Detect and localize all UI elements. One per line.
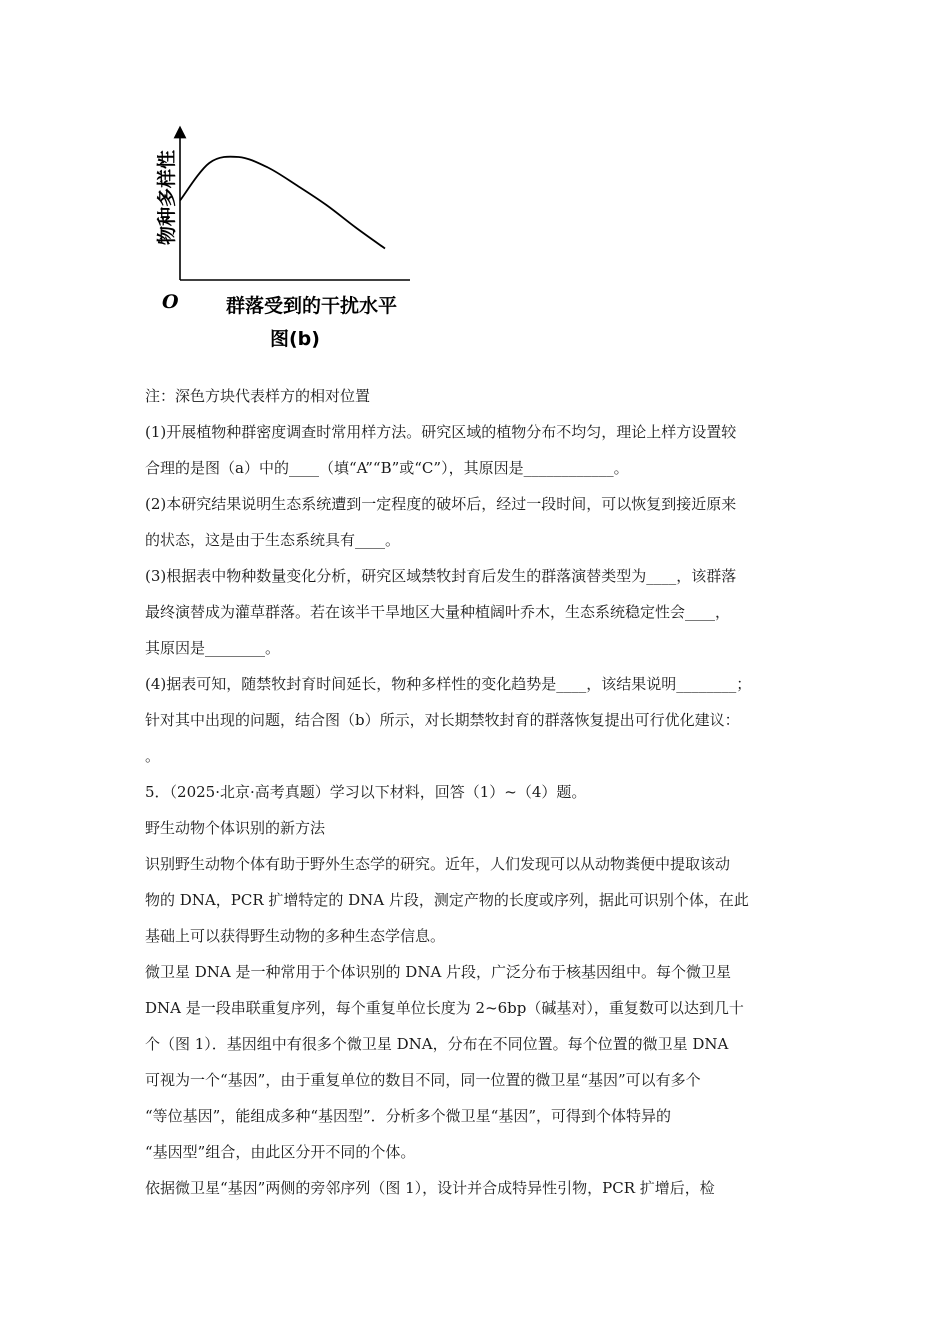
q4-line-2: 针对其中出现的问题，结合图（b）所示，对长期禁牧封育的群落恢复提出可行优化建议：: [145, 711, 740, 729]
diversity-curve: [180, 157, 385, 249]
article-p1-line-1: 识别野生动物个体有助于野外生态学的研究。近年，人们发现可以从动物粪便中提取该动: [145, 855, 731, 873]
article-p2-line-2: DNA 是一段串联重复序列，每个重复单位长度为 2~6bp（碱基对），重复数可以达到几十: [145, 999, 744, 1017]
origin-label: O: [162, 291, 179, 313]
q4-line-1: (4)据表可知，随禁牧封育时间延长，物种多样性的变化趋势是____，该结果说明________；: [145, 675, 752, 693]
article-p1-line-2: 物的 DNA，PCR 扩增特定的 DNA 片段，测定产物的长度或序列，据此可识别个体，在此: [145, 891, 749, 909]
note-line: 注：深色方块代表样方的相对位置: [145, 387, 371, 405]
article-p2-line-1: 微卫星 DNA 是一种常用于个体识别的 DNA 片段，广泛分布于核基因组中。每个微卫星: [145, 963, 732, 981]
figure-caption: 图(b): [270, 328, 320, 350]
q2-line-1: (2)本研究结果说明生态系统遭到一定程度的破坏后，经过一段时间，可以恢复到接近原来: [145, 495, 737, 513]
y-axis-label: 物种多样性: [156, 149, 178, 245]
q4-line-3: 。: [145, 747, 161, 765]
article-p2-line-4: 可视为一个“基因”，由于重复单位的数目不同，同一位置的微卫星“基因”可以有多个: [145, 1071, 701, 1089]
q3-line-2: 最终演替成为灌草群落。若在该半干旱地区大量种植阔叶乔木，生态系统稳定性会____，: [145, 603, 731, 621]
article-p3-line-1: 依据微卫星“基因”两侧的旁邻序列（图 1），设计并合成特异性引物，PCR 扩增后，检: [145, 1179, 715, 1197]
question-5-header: 5．（2025·北京·高考真题）学习以下材料，回答（1）~（4）题。: [145, 783, 587, 801]
q2-line-2: 的状态，这是由于生态系统具有____。: [145, 531, 401, 549]
article-p1-line-3: 基础上可以获得野生动物的多种生态学信息。: [145, 927, 446, 945]
article-title: 野生动物个体识别的新方法: [145, 819, 326, 837]
article-p2-line-3: 个（图 1）．基因组中有很多个微卫星 DNA，分布在不同位置。每个位置的微卫星 DNA: [145, 1035, 729, 1053]
article-p2-line-6: “基因型”组合，由此区分开不同的个体。: [145, 1143, 416, 1161]
figure-b-chart: [140, 120, 440, 360]
article-p2-line-5: “等位基因”，能组成多种“基因型”．分析多个微卫星“基因”，可得到个体特异的: [145, 1107, 672, 1125]
q1-line-2: 合理的是图（a）中的____（填“A”“B”或“C”），其原因是____________。: [145, 459, 629, 477]
q3-line-3: 其原因是________。: [145, 639, 281, 657]
x-axis-label: 群落受到的干扰水平: [226, 295, 398, 317]
q3-line-1: (3)根据表中物种数量变化分析，研究区域禁牧封育后发生的群落演替类型为____，该群落: [145, 567, 737, 585]
q1-line-1: (1)开展植物种群密度调查时常用样方法。研究区域的植物分布不均匀，理论上样方设置较: [145, 423, 737, 441]
